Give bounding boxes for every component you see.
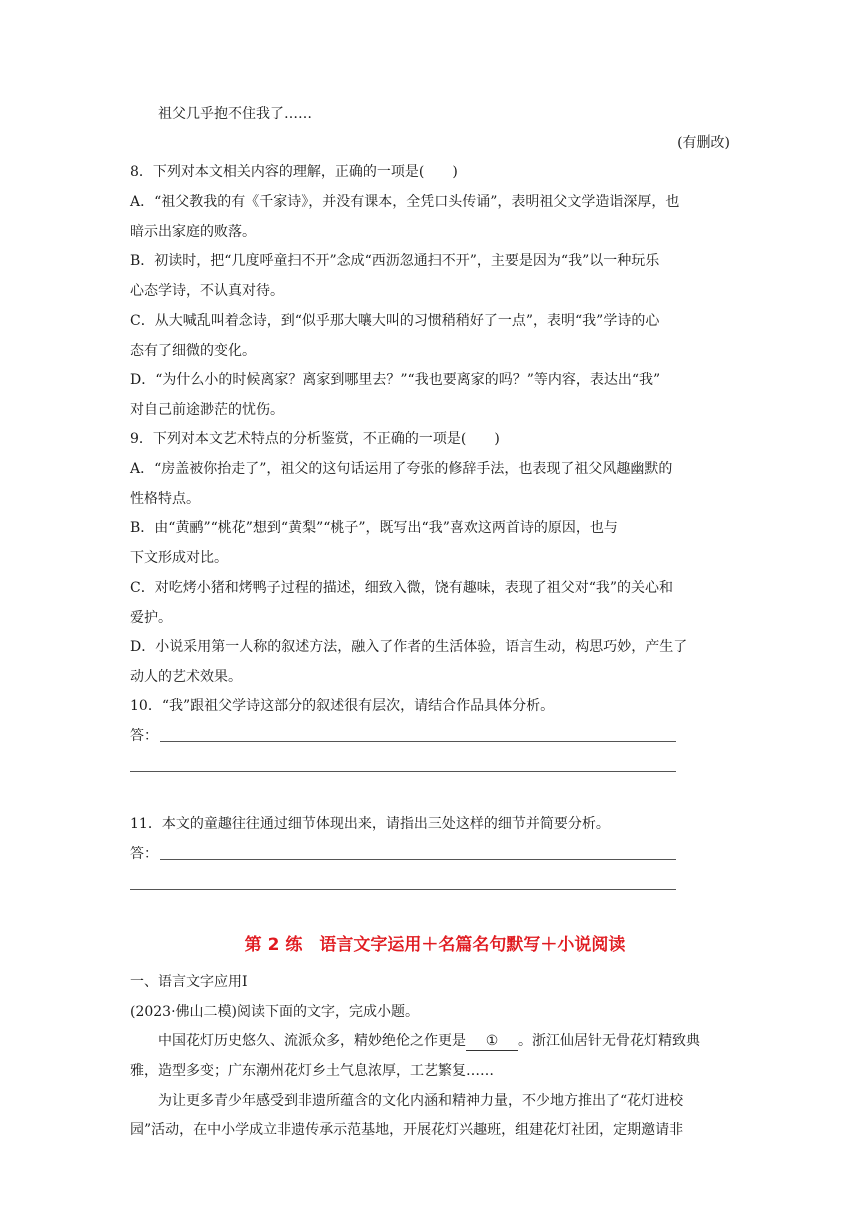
q11-answer-line[interactable]	[160, 859, 676, 860]
part1-intro: (2023·佛山二模)阅读下面的文字，完成小题。	[130, 1004, 420, 1020]
q8-option-d-cont: 对自己前途渺茫的忧伤。	[130, 402, 284, 418]
q9-option-d-cont: 动人的艺术效果。	[130, 669, 242, 685]
q9-option-a-cont: 性格特点。	[130, 491, 200, 507]
q8-option-b: B．初读时，把“几度呼童扫不开”念成“西沥忽通扫不开”，主要是因为“我”以一种玩乐	[130, 253, 660, 269]
part1-paragraph-2: 为让更多青少年感受到非遗所蕴含的文化内涵和精神力量，不少地方推出了“花灯进校	[158, 1093, 684, 1109]
q9-option-c: C．对吃烤小猪和烤鸭子过程的描述，细致入微，饶有趣味，表现了祖父对“我”的关心和	[130, 580, 674, 596]
part1-p1-start: 中国花灯历史悠久、流派众多，精妙绝伦之作更是	[158, 1033, 466, 1049]
q8-option-d: D．“为什么小的时候离家？离家到哪里去？”“我也要离家的吗？”等内容，表达出“我”	[130, 372, 661, 388]
section-title: 第 2 练 语言文字运用＋名篇名句默写＋小说阅读	[244, 935, 626, 955]
q9-option-b-cont: 下文形成对比。	[130, 550, 228, 566]
q9-option-c-cont: 爱护。	[130, 610, 172, 626]
source-note: (有删改)	[677, 135, 730, 151]
fill-blank-1[interactable]: ①	[466, 1033, 518, 1051]
q10-stem: 10．“我”跟祖父学诗这部分的叙述很有层次，请结合作品具体分析。	[130, 698, 555, 714]
q9-stem: 9．下列对本文艺术特点的分析鉴赏，不正确的一项是( )	[130, 431, 500, 447]
q11-stem: 11．本文的童趣往往通过细节体现出来，请指出三处这样的细节并简要分析。	[130, 816, 610, 832]
q9-option-b: B．由“黄鹂”“桃花”想到“黄梨”“桃子”，既写出“我”喜欢这两首诗的原因，也与	[130, 520, 618, 536]
part1-title: 一、语言文字应用Ⅰ	[130, 974, 248, 990]
q8-option-c: C．从大喊乱叫着念诗，到“似乎那大嚷大叫的习惯稍稍好了一点”，表明“我”学诗的心	[130, 313, 660, 329]
q8-option-a: A．“祖父教我的有《千家诗》，并没有课本，全凭口头传诵”，表明祖父文学造诣深厚，也	[130, 194, 680, 210]
q9-option-a: A．“房盖被你抬走了”，祖父的这句话运用了夸张的修辞手法，也表现了祖父风趣幽默的	[130, 461, 673, 477]
q11-answer-line[interactable]	[130, 889, 676, 890]
q10-answer-label: 答：	[130, 728, 158, 744]
q9-option-d: D．小说采用第一人称的叙述方法，融入了作者的生活体验，语言生动，构思巧妙，产生了	[130, 639, 688, 655]
q8-stem: 8．下列对本文相关内容的理解，正确的一项是( )	[130, 164, 458, 180]
q8-option-b-cont: 心态学诗，不认真对待。	[130, 283, 284, 299]
q8-option-c-cont: 态有了细微的变化。	[130, 343, 256, 359]
q8-option-a-cont: 暗示出家庭的败落。	[130, 224, 256, 240]
q11-answer-label: 答：	[130, 846, 158, 862]
part1-p1-end: 。浙江仙居针无骨花灯精致典	[518, 1033, 700, 1049]
part1-paragraph-1-cont: 雅，造型多变；广东潮州花灯乡土气息浓厚，工艺繁复……	[130, 1063, 494, 1079]
story-tail: 祖父几乎抱不住我了……	[158, 106, 312, 122]
part1-paragraph-2-cont: 园”活动，在中小学成立非遗传承示范基地，开展花灯兴趣班，组建花灯社团，定期邀请非	[130, 1122, 684, 1138]
q10-answer-line[interactable]	[130, 771, 676, 772]
part1-paragraph-1	[158, 1031, 768, 1051]
q10-answer-line[interactable]	[160, 741, 676, 742]
